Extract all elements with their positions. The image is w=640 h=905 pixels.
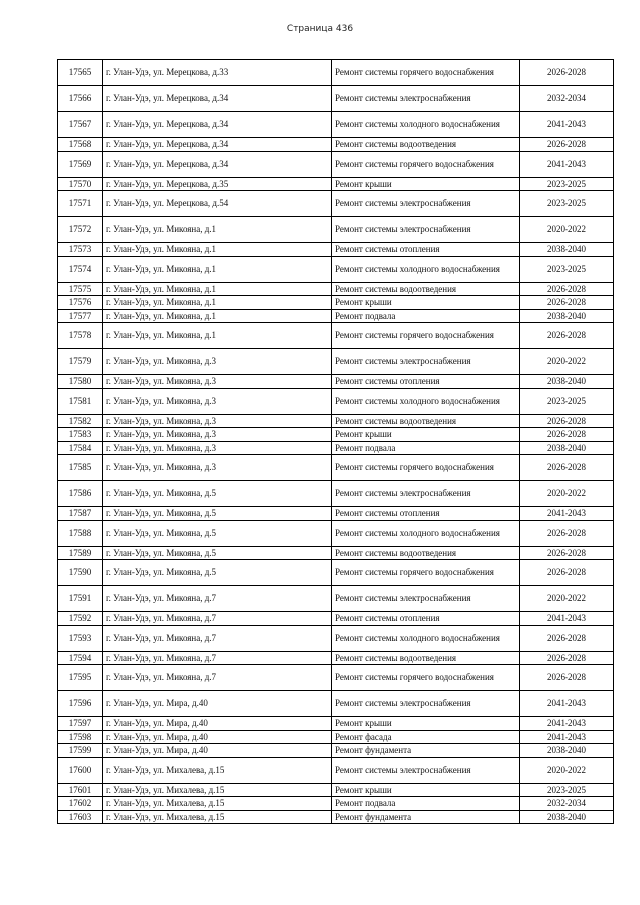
row-number-cell: 17591 bbox=[58, 586, 103, 612]
work-type-cell: Ремонт системы электроснабжения bbox=[332, 691, 520, 717]
period-cell: 2023-2025 bbox=[520, 783, 614, 797]
table-row bbox=[58, 428, 614, 442]
work-type-cell: Ремонт системы электроснабжения bbox=[332, 217, 520, 243]
address-cell: г. Улан-Удэ, ул. Микояна, д.5 bbox=[103, 507, 332, 521]
period-cell: 2026-2028 bbox=[520, 138, 614, 152]
row-number-cell: 17590 bbox=[58, 560, 103, 586]
period-cell: 2041-2043 bbox=[520, 730, 614, 744]
address-cell: г. Улан-Удэ, ул. Мерецкова, д.33 bbox=[103, 60, 332, 86]
address-cell: г. Улан-Удэ, ул. Микояна, д.1 bbox=[103, 282, 332, 296]
address-cell: г. Улан-Удэ, ул. Михалева, д.15 bbox=[103, 797, 332, 811]
row-number-cell: 17583 bbox=[58, 428, 103, 442]
work-type-cell: Ремонт системы холодного водоснабжения bbox=[332, 256, 520, 282]
work-type-cell: Ремонт подвала bbox=[332, 441, 520, 455]
table-row bbox=[58, 520, 614, 546]
period-cell: 2041-2043 bbox=[520, 112, 614, 138]
period-cell: 2038-2040 bbox=[520, 441, 614, 455]
row-number-cell: 17588 bbox=[58, 520, 103, 546]
address-cell: г. Улан-Удэ, ул. Микояна, д.3 bbox=[103, 441, 332, 455]
period-cell: 2026-2028 bbox=[520, 414, 614, 428]
row-number-cell: 17579 bbox=[58, 349, 103, 375]
address-cell: г. Улан-Удэ, ул. Микояна, д.5 bbox=[103, 520, 332, 546]
address-cell: г. Улан-Удэ, ул. Микояна, д.3 bbox=[103, 375, 332, 389]
table-row bbox=[58, 243, 614, 257]
table-row bbox=[58, 414, 614, 428]
row-number-cell: 17576 bbox=[58, 296, 103, 310]
table-row bbox=[58, 112, 614, 138]
address-cell: г. Улан-Удэ, ул. Микояна, д.1 bbox=[103, 217, 332, 243]
row-number-cell: 17596 bbox=[58, 691, 103, 717]
table-row bbox=[58, 323, 614, 349]
table-row bbox=[58, 441, 614, 455]
row-number-cell: 17578 bbox=[58, 323, 103, 349]
row-number-cell: 17584 bbox=[58, 441, 103, 455]
row-number-cell: 17571 bbox=[58, 191, 103, 217]
period-cell: 2023-2025 bbox=[520, 388, 614, 414]
work-type-cell: Ремонт системы водоотведения bbox=[332, 282, 520, 296]
period-cell: 2026-2028 bbox=[520, 60, 614, 86]
period-cell: 2038-2040 bbox=[520, 309, 614, 323]
address-cell: г. Улан-Удэ, ул. Микояна, д.5 bbox=[103, 546, 332, 560]
table-row bbox=[58, 691, 614, 717]
table-row bbox=[58, 177, 614, 191]
row-number-cell: 17587 bbox=[58, 507, 103, 521]
table-row bbox=[58, 625, 614, 651]
work-type-cell: Ремонт системы горячего водоснабжения bbox=[332, 151, 520, 177]
table-row bbox=[58, 717, 614, 731]
work-type-cell: Ремонт системы горячего водоснабжения bbox=[332, 323, 520, 349]
table-row bbox=[58, 60, 614, 86]
work-type-cell: Ремонт фундамента bbox=[332, 744, 520, 758]
table-row bbox=[58, 612, 614, 626]
work-type-cell: Ремонт системы горячего водоснабжения bbox=[332, 665, 520, 691]
work-type-cell: Ремонт системы холодного водоснабжения bbox=[332, 520, 520, 546]
address-cell: г. Улан-Удэ, ул. Мерецкова, д.34 bbox=[103, 138, 332, 152]
period-cell: 2038-2040 bbox=[520, 375, 614, 389]
address-cell: г. Улан-Удэ, ул. Микояна, д.1 bbox=[103, 309, 332, 323]
table-row bbox=[58, 191, 614, 217]
work-type-cell: Ремонт крыши bbox=[332, 428, 520, 442]
period-cell: 2032-2034 bbox=[520, 86, 614, 112]
address-cell: г. Улан-Удэ, ул. Мира, д.40 bbox=[103, 730, 332, 744]
table-row bbox=[58, 256, 614, 282]
table-row bbox=[58, 730, 614, 744]
period-cell: 2020-2022 bbox=[520, 481, 614, 507]
table-body bbox=[58, 60, 614, 824]
row-number-cell: 17568 bbox=[58, 138, 103, 152]
period-cell: 2023-2025 bbox=[520, 177, 614, 191]
address-cell: г. Улан-Удэ, ул. Микояна, д.7 bbox=[103, 625, 332, 651]
address-cell: г. Улан-Удэ, ул. Михалева, д.15 bbox=[103, 783, 332, 797]
row-number-cell: 17566 bbox=[58, 86, 103, 112]
address-cell: г. Улан-Удэ, ул. Микояна, д.5 bbox=[103, 481, 332, 507]
address-cell: г. Улан-Удэ, ул. Микояна, д.3 bbox=[103, 414, 332, 428]
work-type-cell: Ремонт системы электроснабжения bbox=[332, 481, 520, 507]
work-type-cell: Ремонт крыши bbox=[332, 296, 520, 310]
period-cell: 2026-2028 bbox=[520, 625, 614, 651]
address-cell: г. Улан-Удэ, ул. Мерецкова, д.54 bbox=[103, 191, 332, 217]
period-cell: 2041-2043 bbox=[520, 691, 614, 717]
row-number-cell: 17599 bbox=[58, 744, 103, 758]
work-type-cell: Ремонт системы водоотведения bbox=[332, 138, 520, 152]
table-row bbox=[58, 151, 614, 177]
address-cell: г. Улан-Удэ, ул. Микояна, д.3 bbox=[103, 349, 332, 375]
work-type-cell: Ремонт крыши bbox=[332, 177, 520, 191]
address-cell: г. Улан-Удэ, ул. Мира, д.40 bbox=[103, 717, 332, 731]
row-number-cell: 17574 bbox=[58, 256, 103, 282]
address-cell: г. Улан-Удэ, ул. Михалева, д.15 bbox=[103, 810, 332, 824]
table-row bbox=[58, 757, 614, 783]
address-cell: г. Улан-Удэ, ул. Мерецкова, д.34 bbox=[103, 151, 332, 177]
work-type-cell: Ремонт системы отопления bbox=[332, 507, 520, 521]
address-cell: г. Улан-Удэ, ул. Микояна, д.1 bbox=[103, 256, 332, 282]
table-row bbox=[58, 282, 614, 296]
work-type-cell: Ремонт крыши bbox=[332, 717, 520, 731]
period-cell: 2038-2040 bbox=[520, 810, 614, 824]
period-cell: 2026-2028 bbox=[520, 428, 614, 442]
address-cell: г. Улан-Удэ, ул. Микояна, д.7 bbox=[103, 586, 332, 612]
row-number-cell: 17589 bbox=[58, 546, 103, 560]
period-cell: 2023-2025 bbox=[520, 191, 614, 217]
work-type-cell: Ремонт фундамента bbox=[332, 810, 520, 824]
table-row bbox=[58, 309, 614, 323]
address-cell: г. Улан-Удэ, ул. Микояна, д.1 bbox=[103, 243, 332, 257]
address-cell: г. Улан-Удэ, ул. Микояна, д.1 bbox=[103, 323, 332, 349]
work-type-cell: Ремонт системы отопления bbox=[332, 375, 520, 389]
table-row bbox=[58, 586, 614, 612]
page-number-header: Страница 436 bbox=[286, 24, 354, 34]
work-type-cell: Ремонт системы электроснабжения bbox=[332, 191, 520, 217]
table-row bbox=[58, 375, 614, 389]
row-number-cell: 17572 bbox=[58, 217, 103, 243]
table-row bbox=[58, 388, 614, 414]
address-cell: г. Улан-Удэ, ул. Микояна, д.3 bbox=[103, 388, 332, 414]
period-cell: 2020-2022 bbox=[520, 757, 614, 783]
period-cell: 2038-2040 bbox=[520, 744, 614, 758]
work-type-cell: Ремонт системы водоотведения bbox=[332, 414, 520, 428]
period-cell: 2026-2028 bbox=[520, 296, 614, 310]
row-number-cell: 17593 bbox=[58, 625, 103, 651]
period-cell: 2020-2022 bbox=[520, 349, 614, 375]
row-number-cell: 17586 bbox=[58, 481, 103, 507]
table-row bbox=[58, 217, 614, 243]
table-row bbox=[58, 744, 614, 758]
period-cell: 2020-2022 bbox=[520, 586, 614, 612]
period-cell: 2032-2034 bbox=[520, 797, 614, 811]
address-cell: г. Улан-Удэ, ул. Мерецкова, д.34 bbox=[103, 86, 332, 112]
period-cell: 2041-2043 bbox=[520, 151, 614, 177]
work-type-cell: Ремонт системы холодного водоснабжения bbox=[332, 112, 520, 138]
table-row bbox=[58, 651, 614, 665]
row-number-cell: 17575 bbox=[58, 282, 103, 296]
period-cell: 2026-2028 bbox=[520, 560, 614, 586]
row-number-cell: 17585 bbox=[58, 455, 103, 481]
table-row bbox=[58, 296, 614, 310]
work-type-cell: Ремонт фасада bbox=[332, 730, 520, 744]
table-row bbox=[58, 783, 614, 797]
row-number-cell: 17570 bbox=[58, 177, 103, 191]
address-cell: г. Улан-Удэ, ул. Мерецкова, д.34 bbox=[103, 112, 332, 138]
row-number-cell: 17594 bbox=[58, 651, 103, 665]
work-type-cell: Ремонт подвала bbox=[332, 309, 520, 323]
row-number-cell: 17600 bbox=[58, 757, 103, 783]
work-type-cell: Ремонт системы горячего водоснабжения bbox=[332, 560, 520, 586]
period-cell: 2026-2028 bbox=[520, 323, 614, 349]
period-cell: 2026-2028 bbox=[520, 546, 614, 560]
row-number-cell: 17603 bbox=[58, 810, 103, 824]
row-number-cell: 17565 bbox=[58, 60, 103, 86]
row-number-cell: 17567 bbox=[58, 112, 103, 138]
table-row bbox=[58, 507, 614, 521]
period-cell: 2023-2025 bbox=[520, 256, 614, 282]
address-cell: г. Улан-Удэ, ул. Микояна, д.7 bbox=[103, 651, 332, 665]
row-number-cell: 17569 bbox=[58, 151, 103, 177]
work-type-cell: Ремонт крыши bbox=[332, 783, 520, 797]
table-row bbox=[58, 138, 614, 152]
address-cell: г. Улан-Удэ, ул. Микояна, д.7 bbox=[103, 612, 332, 626]
period-cell: 2038-2040 bbox=[520, 243, 614, 257]
table-row bbox=[58, 349, 614, 375]
table-row bbox=[58, 455, 614, 481]
period-cell: 2041-2043 bbox=[520, 507, 614, 521]
work-type-cell: Ремонт системы горячего водоснабжения bbox=[332, 60, 520, 86]
address-cell: г. Улан-Удэ, ул. Микояна, д.3 bbox=[103, 428, 332, 442]
address-cell: г. Улан-Удэ, ул. Микояна, д.7 bbox=[103, 665, 332, 691]
work-type-cell: Ремонт системы электроснабжения bbox=[332, 86, 520, 112]
work-type-cell: Ремонт системы холодного водоснабжения bbox=[332, 388, 520, 414]
row-number-cell: 17597 bbox=[58, 717, 103, 731]
address-cell: г. Улан-Удэ, ул. Мира, д.40 bbox=[103, 691, 332, 717]
capital-repair-table bbox=[57, 59, 614, 824]
table-row bbox=[58, 86, 614, 112]
row-number-cell: 17573 bbox=[58, 243, 103, 257]
row-number-cell: 17577 bbox=[58, 309, 103, 323]
work-type-cell: Ремонт системы водоотведения bbox=[332, 546, 520, 560]
period-cell: 2041-2043 bbox=[520, 612, 614, 626]
row-number-cell: 17601 bbox=[58, 783, 103, 797]
work-type-cell: Ремонт системы электроснабжения bbox=[332, 757, 520, 783]
period-cell: 2026-2028 bbox=[520, 455, 614, 481]
row-number-cell: 17595 bbox=[58, 665, 103, 691]
period-cell: 2026-2028 bbox=[520, 282, 614, 296]
address-cell: г. Улан-Удэ, ул. Микояна, д.3 bbox=[103, 455, 332, 481]
work-type-cell: Ремонт системы отопления bbox=[332, 612, 520, 626]
table-row bbox=[58, 810, 614, 824]
table-row bbox=[58, 797, 614, 811]
period-cell: 2041-2043 bbox=[520, 717, 614, 731]
period-cell: 2020-2022 bbox=[520, 217, 614, 243]
row-number-cell: 17592 bbox=[58, 612, 103, 626]
row-number-cell: 17582 bbox=[58, 414, 103, 428]
row-number-cell: 17580 bbox=[58, 375, 103, 389]
work-type-cell: Ремонт системы горячего водоснабжения bbox=[332, 455, 520, 481]
table-row bbox=[58, 560, 614, 586]
table-row bbox=[58, 481, 614, 507]
period-cell: 2026-2028 bbox=[520, 665, 614, 691]
table-row bbox=[58, 665, 614, 691]
work-type-cell: Ремонт системы водоотведения bbox=[332, 651, 520, 665]
work-type-cell: Ремонт системы холодного водоснабжения bbox=[332, 625, 520, 651]
work-type-cell: Ремонт системы отопления bbox=[332, 243, 520, 257]
address-cell: г. Улан-Удэ, ул. Мира, д.40 bbox=[103, 744, 332, 758]
address-cell: г. Улан-Удэ, ул. Михалева, д.15 bbox=[103, 757, 332, 783]
period-cell: 2026-2028 bbox=[520, 651, 614, 665]
address-cell: г. Улан-Удэ, ул. Микояна, д.5 bbox=[103, 560, 332, 586]
row-number-cell: 17598 bbox=[58, 730, 103, 744]
work-type-cell: Ремонт системы электроснабжения bbox=[332, 349, 520, 375]
work-type-cell: Ремонт системы электроснабжения bbox=[332, 586, 520, 612]
address-cell: г. Улан-Удэ, ул. Мерецкова, д.35 bbox=[103, 177, 332, 191]
row-number-cell: 17581 bbox=[58, 388, 103, 414]
address-cell: г. Улан-Удэ, ул. Микояна, д.1 bbox=[103, 296, 332, 310]
work-type-cell: Ремонт подвала bbox=[332, 797, 520, 811]
row-number-cell: 17602 bbox=[58, 797, 103, 811]
table-row bbox=[58, 546, 614, 560]
period-cell: 2026-2028 bbox=[520, 520, 614, 546]
